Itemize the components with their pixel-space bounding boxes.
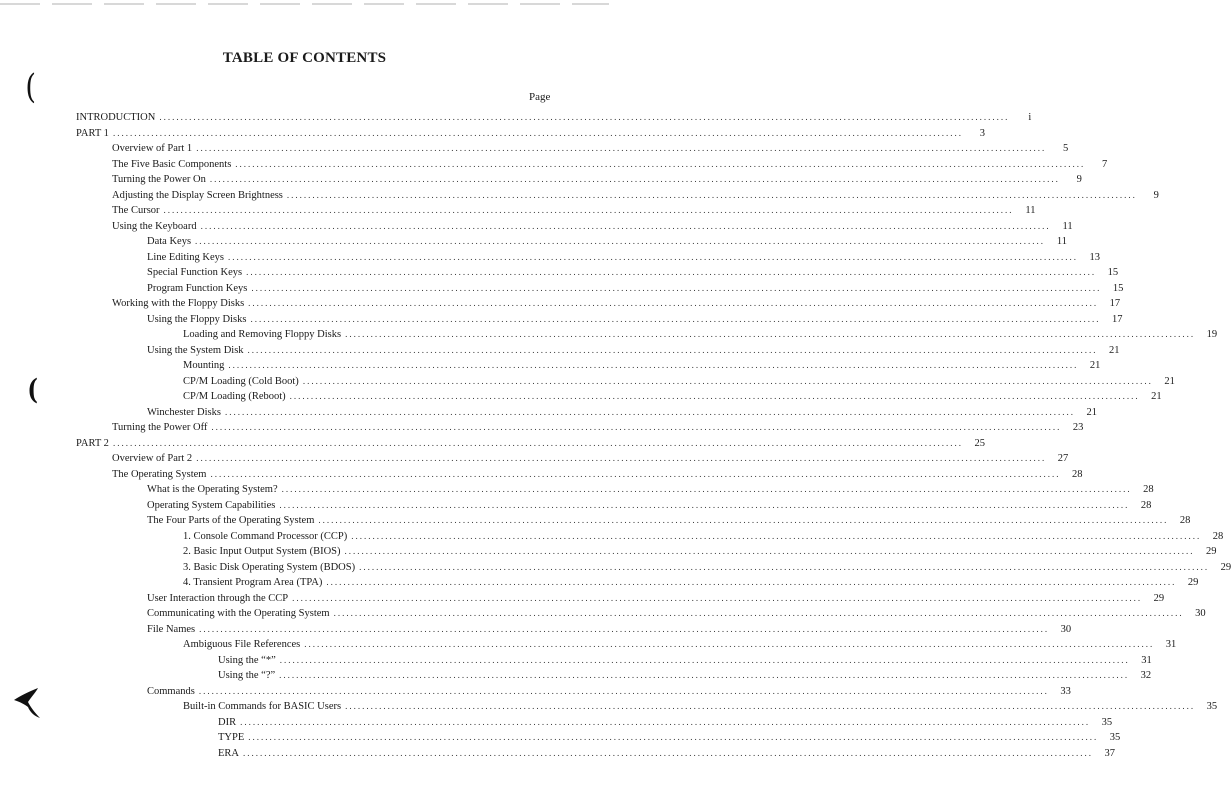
toc-entry-title: CP/M Loading (Reboot) xyxy=(183,391,286,402)
toc-entry xyxy=(76,250,1100,266)
toc-entry-title: Ambiguous File References xyxy=(183,639,301,650)
toc-entry xyxy=(76,560,1231,576)
toc-entry-page-number: 29 xyxy=(1187,577,1199,588)
dot-leader: ........................................................................................................................................................................................................ xyxy=(209,174,1060,184)
dot-leader: ........................................................................................................................................................................................................ xyxy=(243,747,1093,758)
toc-entry-page-number: 21 xyxy=(1164,375,1175,387)
toc-entry-title: Using the “*” xyxy=(218,654,276,666)
dot-leader: ........................................................................................................................................................................................................ xyxy=(326,577,1177,587)
toc-entry xyxy=(76,730,1121,746)
toc-entry-title: File Names xyxy=(147,623,196,635)
toc-entry-title: Turning the Power On xyxy=(112,174,206,185)
toc-entry-page-number: 25 xyxy=(974,437,985,449)
toc-entry-title: Overview of Part 2 xyxy=(112,453,193,464)
toc-entry xyxy=(76,637,1177,653)
toc-entry-title: Using the “?” xyxy=(218,670,276,681)
toc-entry xyxy=(76,653,1152,669)
binder-hole-mark-bottom xyxy=(10,686,42,720)
dot-leader: ........................................................................................................................................................................................................ xyxy=(345,329,1196,339)
dot-leader: ........................................................................................................................................................................................................ xyxy=(333,608,1184,618)
toc-entry-title: What is the Operating System? xyxy=(147,484,278,495)
toc-entry xyxy=(76,110,1032,126)
binder-hole-mark-middle: ( xyxy=(27,373,38,406)
toc-entry xyxy=(76,265,1119,281)
toc-entry xyxy=(76,343,1120,359)
toc-entry xyxy=(76,544,1217,560)
toc-entry-title: Using the Floppy Disks xyxy=(147,313,247,325)
toc-entry-title: Commands xyxy=(147,685,195,697)
toc-entry-page-number: 11 xyxy=(1056,236,1068,247)
toc-entry xyxy=(76,358,1101,374)
dot-leader: ........................................................................................................................................................................................................ xyxy=(112,437,963,448)
table-of-contents xyxy=(76,110,1231,761)
dot-leader: ........................................................................................................................................................................................................ xyxy=(279,654,1130,665)
toc-entry-page-number: 7 xyxy=(1102,158,1108,170)
toc-entry xyxy=(76,746,1115,762)
toc-entry-title: Data Keys xyxy=(147,236,192,247)
toc-entry-page-number: 28 xyxy=(1179,515,1191,526)
toc-entry xyxy=(76,529,1224,545)
toc-entry-page-number: 21 xyxy=(1086,406,1097,418)
dot-leader: ........................................................................................................................................................................................................ xyxy=(250,313,1101,324)
toc-entry-page-number: 28 xyxy=(1212,530,1224,542)
toc-entry xyxy=(76,141,1069,157)
toc-entry-title: Built-in Commands for BASIC Users xyxy=(183,701,342,712)
toc-entry xyxy=(76,591,1165,607)
toc-entry-title: Overview of Part 1 xyxy=(112,143,193,154)
toc-entry-page-number: 32 xyxy=(1140,670,1152,681)
toc-entry-page-number: 21 xyxy=(1109,344,1120,356)
dot-leader: ........................................................................................................................................................................................................ xyxy=(235,158,1086,169)
toc-entry-page-number: 29 xyxy=(1220,561,1231,573)
page-title: TABLE OF CONTENTS xyxy=(222,50,387,66)
dot-leader: ........................................................................................................................................................................................................ xyxy=(248,298,1099,308)
page-column-header: Page xyxy=(529,91,551,103)
toc-entry-page-number: 17 xyxy=(1111,313,1123,325)
toc-entry-page-number: 11 xyxy=(1062,220,1073,232)
dot-leader: ........................................................................................................................................................................................................ xyxy=(279,499,1130,510)
dot-leader: ........................................................................................................................................................................................................ xyxy=(302,375,1153,386)
toc-entry-page-number: 28 xyxy=(1071,468,1083,480)
toc-entry-title: Adjusting the Display Screen Brightness xyxy=(112,189,283,201)
toc-entry-page-number: 30 xyxy=(1060,623,1072,635)
toc-entry xyxy=(76,451,1069,467)
dot-leader: ........................................................................................................................................................................................................ xyxy=(304,639,1155,649)
toc-entry-title: ERA xyxy=(218,747,239,759)
toc-entry-title: Using the Keyboard xyxy=(112,220,197,232)
toc-entry-page-number: 28 xyxy=(1143,484,1154,495)
dot-leader: ........................................................................................................................................................................................................ xyxy=(210,468,1061,479)
toc-entry-title: The Four Parts of the Operating System xyxy=(147,515,315,526)
toc-entry-page-number: 33 xyxy=(1060,685,1071,697)
toc-entry-page-number: 35 xyxy=(1206,701,1218,712)
toc-entry-page-number: 37 xyxy=(1104,747,1115,759)
dot-leader: ........................................................................................................................................................................................................ xyxy=(200,220,1051,231)
dot-leader: ........................................................................................................................................................................................................ xyxy=(351,530,1202,541)
toc-entry-title: Using the System Disk xyxy=(147,344,244,356)
toc-entry xyxy=(76,405,1097,421)
toc-entry xyxy=(76,203,1036,219)
toc-entry-title: PART 1 xyxy=(76,127,109,139)
toc-entry xyxy=(76,715,1113,731)
toc-entry-page-number: 27 xyxy=(1057,453,1069,464)
toc-entry xyxy=(76,668,1152,684)
toc-entry-page-number: 17 xyxy=(1109,298,1121,309)
toc-entry-title: The Five Basic Components xyxy=(112,158,232,170)
toc-entry xyxy=(76,467,1083,483)
toc-entry-title: 2. Basic Input Output System (BIOS) xyxy=(183,546,341,557)
toc-entry-title: User Interaction through the CCP xyxy=(147,592,289,604)
toc-entry-page-number: 13 xyxy=(1089,251,1100,263)
toc-entry xyxy=(76,498,1152,514)
dot-leader: ........................................................................................................................................................................................................ xyxy=(251,282,1102,293)
toc-entry-page-number: 23 xyxy=(1072,422,1084,433)
dot-leader: ........................................................................................................................................................................................................ xyxy=(240,716,1091,727)
toc-entry-page-number: 19 xyxy=(1206,329,1218,340)
toc-entry xyxy=(76,482,1154,498)
toc-entry-page-number: 29 xyxy=(1206,546,1217,557)
toc-entry-title: Special Function Keys xyxy=(147,267,243,278)
toc-entry-title: Mounting xyxy=(183,360,225,371)
toc-entry-page-number: 35 xyxy=(1109,732,1121,743)
toc-entry xyxy=(76,513,1191,529)
toc-entry-page-number: 31 xyxy=(1141,654,1152,666)
scan-top-edge xyxy=(0,3,609,5)
toc-entry xyxy=(76,234,1068,250)
toc-entry-page-number: 31 xyxy=(1165,639,1177,650)
toc-entry-title: Winchester Disks xyxy=(147,406,221,418)
dot-leader: ........................................................................................................................................................................................................ xyxy=(246,267,1097,277)
dot-leader: ........................................................................................................................................................................................................ xyxy=(163,205,1014,215)
toc-entry-title: Line Editing Keys xyxy=(147,251,224,263)
toc-entry-page-number: 11 xyxy=(1025,205,1036,216)
toc-entry xyxy=(76,436,985,452)
dot-leader: ........................................................................................................................................................................................................ xyxy=(196,143,1047,153)
toc-entry-page-number: 21 xyxy=(1089,360,1101,371)
toc-entry-title: 1. Console Command Processor (CCP) xyxy=(183,530,348,542)
toc-entry-page-number: 15 xyxy=(1107,267,1119,278)
dot-leader: ........................................................................................................................................................................................................ xyxy=(344,546,1195,556)
toc-entry-page-number: 35 xyxy=(1101,716,1113,728)
toc-entry-page-number: 30 xyxy=(1195,608,1206,619)
dot-leader: ........................................................................................................................................................................................................ xyxy=(159,112,1010,122)
dot-leader: ........................................................................................................................................................................................................ xyxy=(228,360,1079,370)
toc-entry-page-number: 5 xyxy=(1062,143,1069,154)
toc-entry-title: INTRODUCTION xyxy=(76,112,156,123)
toc-entry xyxy=(76,684,1071,700)
dot-leader: ........................................................................................................................................................................................................ xyxy=(248,732,1099,742)
toc-entry-title: 4. Transient Program Area (TPA) xyxy=(183,577,323,588)
toc-entry xyxy=(76,699,1218,715)
toc-entry xyxy=(76,374,1175,390)
toc-entry xyxy=(76,312,1123,328)
toc-entry-page-number: 29 xyxy=(1153,592,1165,604)
dot-leader: ........................................................................................................................................................................................................ xyxy=(199,623,1050,634)
dot-leader: ........................................................................................................................................................................................................ xyxy=(292,592,1143,603)
toc-entry xyxy=(76,420,1084,436)
dot-leader: ........................................................................................................................................................................................................ xyxy=(195,236,1046,246)
toc-entry-title: TYPE xyxy=(218,732,245,743)
toc-entry-title: Working with the Floppy Disks xyxy=(112,298,245,309)
toc-entry xyxy=(76,622,1072,638)
toc-entry xyxy=(76,219,1073,235)
toc-entry-title: The Operating System xyxy=(112,468,207,480)
dot-leader: ........................................................................................................................................................................................................ xyxy=(279,670,1130,680)
toc-entry-title: The Cursor xyxy=(112,205,160,216)
dot-leader: ........................................................................................................................................................................................................ xyxy=(289,391,1140,401)
toc-entry-page-number: 15 xyxy=(1112,282,1124,294)
dot-leader: ........................................................................................................................................................................................................ xyxy=(112,127,963,138)
toc-entry-title: Operating System Capabilities xyxy=(147,499,276,511)
toc-entry-title: 3. Basic Disk Operating System (BDOS) xyxy=(183,561,356,573)
binder-hole-mark-top: ( xyxy=(25,67,36,107)
dot-leader: ........................................................................................................................................................................................................ xyxy=(198,685,1049,696)
toc-entry-title: CP/M Loading (Cold Boot) xyxy=(183,375,299,387)
toc-entry xyxy=(76,296,1121,312)
toc-entry xyxy=(76,126,985,142)
toc-entry xyxy=(76,327,1218,343)
toc-entry xyxy=(76,281,1124,297)
toc-entry-page-number: 21 xyxy=(1151,391,1162,402)
toc-entry-page-number: 3 xyxy=(979,127,985,139)
toc-entry-title: Communicating with the Operating System xyxy=(147,608,330,619)
toc-entry-title: Program Function Keys xyxy=(147,282,248,294)
dot-leader: ........................................................................................................................................................................................................ xyxy=(196,453,1047,463)
toc-entry-page-number: 9 xyxy=(1153,189,1159,201)
dot-leader: ........................................................................................................................................................................................................ xyxy=(228,251,1078,262)
toc-entry xyxy=(76,157,1108,173)
toc-entry-title: Turning the Power Off xyxy=(112,422,208,433)
toc-entry xyxy=(76,575,1199,591)
dot-leader: ........................................................................................................................................................................................................ xyxy=(281,484,1132,494)
toc-entry xyxy=(76,389,1162,405)
toc-entry-title: PART 2 xyxy=(76,437,109,449)
toc-entry xyxy=(76,172,1082,188)
dot-leader: ........................................................................................................................................................................................................ xyxy=(286,189,1137,200)
dot-leader: ........................................................................................................................................................................................................ xyxy=(345,701,1196,711)
toc-entry xyxy=(76,188,1159,204)
dot-leader: ........................................................................................................................................................................................................ xyxy=(318,515,1169,525)
toc-entry-page-number: 28 xyxy=(1140,499,1152,511)
dot-leader: ........................................................................................................................................................................................................ xyxy=(247,344,1098,355)
toc-entry-title: Loading and Removing Floppy Disks xyxy=(183,329,342,340)
toc-entry-page-number: i xyxy=(1028,112,1032,123)
toc-entry-title: DIR xyxy=(218,716,237,728)
dot-leader: ........................................................................................................................................................................................................ xyxy=(211,422,1062,432)
toc-entry-page-number: 9 xyxy=(1076,174,1082,185)
toc-entry xyxy=(76,606,1206,622)
dot-leader: ........................................................................................................................................................................................................ xyxy=(224,406,1075,417)
dot-leader: ........................................................................................................................................................................................................ xyxy=(359,561,1210,572)
